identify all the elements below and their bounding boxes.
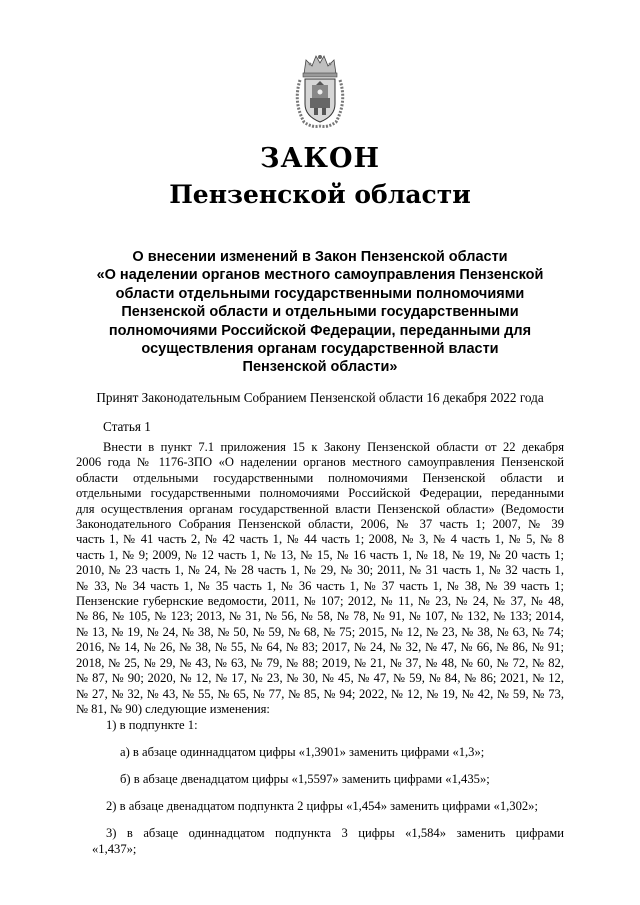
law-title-line: полномочиями Российской Федерации, переданными для: [108, 322, 532, 339]
body-line: области отдельными государственными полномочиями Пензенской области и: [76, 470, 564, 485]
coat-of-arms-icon: [290, 52, 350, 128]
change-item-1: 1) в подпункте 1:: [106, 718, 198, 732]
body-line: часть 1, № 9; 2009, № 12 часть 1, № 13, № 15, № 16 часть 1, № 18, № 19, № 20 часть 1;: [76, 547, 564, 562]
body-line: № 87, № 90; 2020, № 12, № 17, № 23, № 30, № 45, № 47, № 59, № 84, № 86; 2021, № 12,: [76, 671, 564, 686]
change-item-3: 3) в абзаце одиннадцатом подпункта 3 цифры «1,584» заменить цифрами: [106, 826, 564, 840]
article-body: [76, 440, 564, 717]
body-line: Внести в пункт 7.1 приложения 15 к Закону Пензенской области от 22 декабря: [103, 440, 564, 454]
change-item-1b: б) в абзаце двенадцатом цифры «1,5597» заменить цифрами «1,435»;: [120, 772, 490, 786]
law-title-line: осуществления органам государственной власти: [141, 341, 499, 358]
body-line: 2010, № 23 часть 1, № 24, № 28 часть 1, № 29, № 30; 2011, № 31 часть 1, № 32 часть 1,: [76, 563, 564, 578]
law-title-line: Пензенской области и отдельными государственными: [121, 304, 519, 321]
body-line: 2018, № 25, № 29, № 43, № 63, № 79, № 88; 2019, № 21, № 37, № 48, № 60, № 72, № 82,: [76, 655, 564, 670]
body-line: № 81, № 90) следующие изменения:: [76, 701, 270, 716]
change-item-2: 2) в абзаце двенадцатом подпункта 2 цифры «1,454» заменить цифрами «1,302»;: [106, 799, 538, 813]
body-line: часть 1, № 41 часть 2, № 42 часть 1, № 44 часть 1; 2008, № 3, № 4 часть 1, № 5, № 8: [76, 532, 564, 547]
document-region-title: Пензенской области: [169, 180, 471, 209]
document-type-title: ЗАКОН: [259, 143, 381, 174]
body-line: Пензенские губернские ведомости, 2011, № 107; 2012, № 11, № 23, № 24, № 37, № 48,: [76, 594, 564, 609]
coat-of-arms-emblem: [290, 52, 350, 128]
law-title-line: области отдельными государственными полномочиями: [115, 285, 525, 302]
article-heading: Статья 1: [103, 419, 151, 434]
body-line: № 33, № 34 часть 1, № 35 часть 1, № 36 часть 1, № 37 часть 1, № 38, № 39 часть 1;: [76, 578, 564, 593]
body-line: № 13, № 19, № 24, № 38, № 50, № 59, № 68, № 75; 2015, № 12, № 23, № 38, № 63, № 74;: [76, 624, 564, 639]
law-title-line: «О наделении органов местного самоуправления Пензенской: [96, 267, 544, 284]
law-title-line: Пензенской области»: [242, 359, 398, 376]
body-line: Законодательного Собрания Пензенской области, 2006, № 37 часть 1; 2007, № 39: [76, 517, 564, 532]
law-title-line: О внесении изменений в Закон Пензенской области: [132, 249, 508, 265]
body-line: № 27, № 32, № 43, № 55, № 65, № 77, № 85, № 94; 2022, № 12, № 19, № 42, № 59, № 73,: [76, 686, 564, 701]
body-line: 2006 года № 1176-ЗПО «О наделении органов местного самоуправления Пензенской: [76, 455, 564, 470]
adoption-note: Принят Законодательным Собранием Пензенской области 16 декабря 2022 года: [96, 390, 544, 405]
body-line: для осуществления органам государственной власти Пензенской области» (Ведомости: [76, 501, 564, 516]
body-line: отдельными государственными полномочиями Российской Федерации, переданными: [76, 486, 564, 501]
body-line: 2016, № 14, № 26, № 38, № 55, № 64, № 83; 2017, № 24, № 32, № 47, № 66, № 86, № 91;: [76, 640, 564, 655]
change-item-3-continuation: «1,437»;: [92, 842, 137, 856]
change-item-1a: а) в абзаце одиннадцатом цифры «1,3901» заменить цифрами «1,3»;: [120, 745, 485, 759]
body-line: № 86, № 105, № 123; 2013, № 31, № 56, № 58, № 78, № 91, № 107, № 132, № 133; 2014,: [76, 609, 564, 624]
law-title: [40, 248, 600, 377]
